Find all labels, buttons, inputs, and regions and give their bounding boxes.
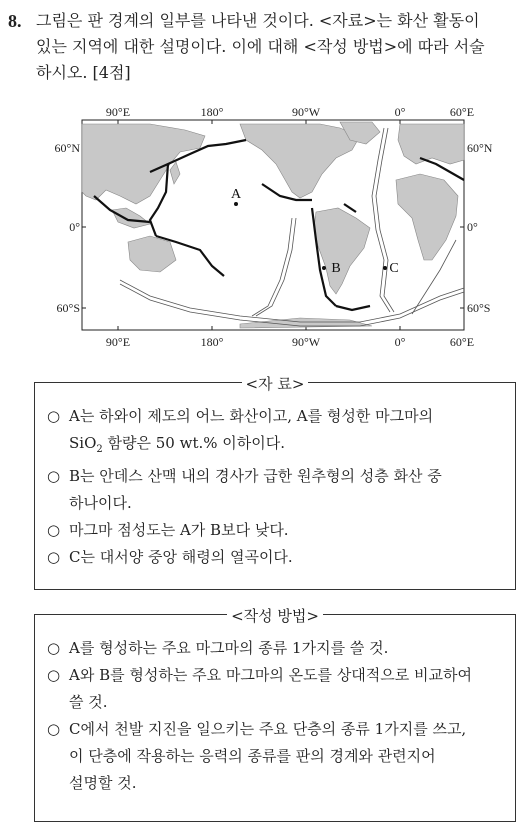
bottom-lon-180: 180° [200,335,224,349]
left-lat-0: 0° [69,220,80,234]
method-item-3-line3: 설명할 것. [69,774,137,792]
data-item-1 [47,403,505,463]
method-item-1-text: A를 형성하는 주요 마그마의 종류 1가지를 쓸 것. [69,639,389,657]
data-item-2 [47,463,505,517]
data-item-2-line2: 하나이다. [69,494,132,512]
question-number: 8. [8,11,22,31]
method-box [34,607,516,822]
bullet-icon: ○ [47,521,61,539]
bottom-lon-60e: 60°E [449,335,475,349]
top-lon-0: 0° [394,105,406,119]
left-latitude-labels [55,141,81,315]
bullet-icon: ○ [47,467,61,485]
bottom-longitude-labels [106,335,474,349]
data-box-items [47,403,505,571]
question-text-line3: 하시오. [4점] [36,63,131,82]
data-item-3-text: 마그마 점성도는 A가 B보다 낮다. [69,521,289,539]
data-item-1-line2a: SiO [69,434,97,452]
method-item-3-line2: 이 단층에 작용하는 응력의 종류를 판의 경계와 관련지어 [69,747,436,765]
bullet-icon: ○ [47,720,61,738]
method-item-2 [47,662,505,716]
method-item-2-line2: 쓸 것. [69,693,108,711]
method-box-title: <작성 방법> [227,607,323,625]
bullet-icon: ○ [47,639,61,657]
top-lon-90w: 90°W [291,105,321,119]
bottom-lon-90w: 90°W [291,335,321,349]
data-item-1-line1: A는 하와이 제도의 어느 화산이고, A를 형성한 마그마의 [69,407,434,425]
top-lon-60e: 60°E [449,105,475,119]
bullet-icon: ○ [47,548,61,566]
top-lon-180: 180° [200,105,224,119]
data-item-1-subscript: 2 [96,444,103,455]
question-text-line2: 있는 지역에 대한 설명이다. 이에 대해 <작성 방법>에 따라 서술 [36,37,485,56]
method-box-items [47,635,505,797]
top-longitude-labels [106,105,474,119]
data-item-4 [47,544,505,571]
data-item-3 [47,517,505,544]
label-point-a: A [230,187,242,202]
data-item-4-text: C는 대서양 중앙 해령의 열곡이다. [69,548,293,566]
top-lon-90e: 90°E [105,105,131,119]
plate-boundary-map [0,100,524,360]
data-item-2-line1: B는 안데스 산맥 내의 경사가 급한 원추형의 성층 화산 중 [69,467,442,485]
label-point-c: C [389,261,399,276]
data-item-1-line2b: 함량은 50 wt.% 이하이다. [102,434,285,452]
bottom-lon-90e: 90°E [105,335,131,349]
bullet-icon: ○ [47,666,61,684]
left-lat-60s: 60°S [56,301,80,315]
label-point-b: B [331,261,341,276]
method-item-1 [47,635,505,662]
left-lat-60n: 60°N [54,141,80,155]
method-item-3 [47,716,505,797]
question-text-line1: 그림은 판 경계의 일부를 나타낸 것이다. <자료>는 화산 활동이 [36,11,480,30]
right-lat-60s: 60°S [467,301,491,315]
method-item-3-line1: C에서 천발 지진을 일으키는 주요 단층의 종류 1가지를 쓰고, [69,720,467,738]
right-lat-0: 0° [467,220,478,234]
right-lat-60n: 60°N [467,141,493,155]
bottom-lon-0: 0° [394,335,406,349]
bullet-icon: ○ [47,407,61,425]
right-latitude-labels [467,141,493,315]
data-box [34,375,516,590]
data-box-title: <자 료> [242,375,309,393]
method-item-2-line1: A와 B를 형성하는 주요 마그마의 온도를 상대적으로 비교하여 [69,666,472,684]
landmass-europe [398,124,464,164]
